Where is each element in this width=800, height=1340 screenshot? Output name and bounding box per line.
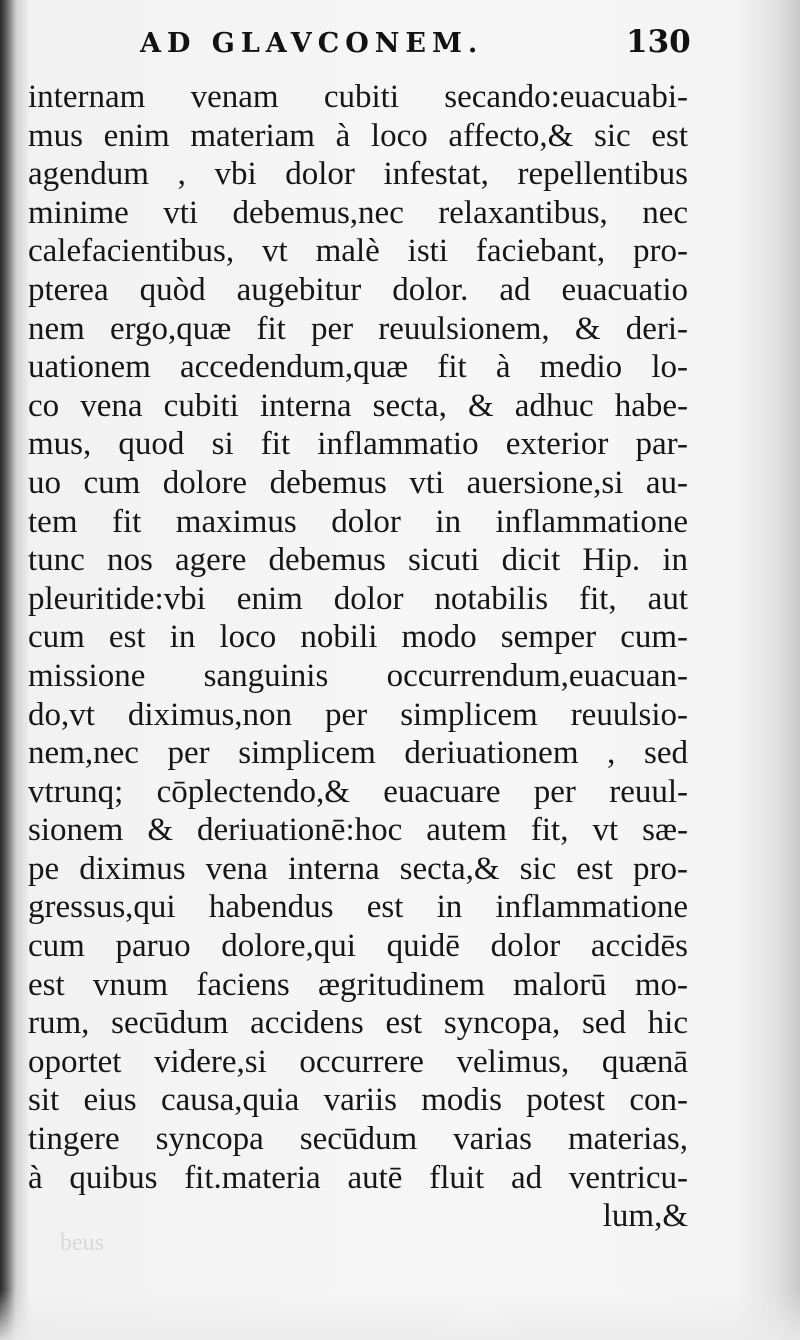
text-line: tunc nos agere debemus sicuti dicit Hip. in [28, 542, 688, 579]
text-line-last: lum,& [602, 1198, 688, 1235]
text-line: cum est in loco nobili modo semper cum- [28, 619, 688, 656]
text-line: mus, quod si fit inflammatio exterior par- [28, 426, 688, 463]
bleed-through-text: beus [60, 1230, 104, 1256]
text-line: missione sanguinis occurrendum,euacuan- [28, 657, 688, 694]
text-line: uo cum dolore debemus vti auersione,si au- [28, 464, 688, 501]
body-text [28, 78, 688, 1236]
text-line: pleuritide:vbi enim dolor notabilis fit, aut [28, 580, 688, 617]
text-line: cum paruo dolore,qui quidē dolor accidēs [28, 928, 688, 965]
text-line: mus enim materiam à loco affecto,& sic est [28, 117, 688, 154]
text-line: pterea quòd augebitur dolor. ad euacuatio [28, 271, 688, 308]
text-line: vtrunq; cōplectendo,& euacuare per reuul- [28, 773, 688, 810]
text-line: oportet videre,si occurrere velimus, quænā [28, 1043, 688, 1080]
running-head: AD GLAVCONEM. [140, 28, 484, 59]
text-line: à quibus fit.materia autē fluit ad ventricu- [28, 1159, 688, 1196]
text-line: est vnum faciens ægritudinem malorū mo- [28, 966, 688, 1003]
page-bottom-edge [0, 1290, 800, 1340]
text-line: agendum , vbi dolor infestat, repellentibus [28, 156, 688, 193]
text-line: uationem accedendum,quæ fit à medio lo- [28, 349, 688, 386]
text-line: rum, secūdum accidens est syncopa, sed hic [28, 1005, 688, 1042]
text-line: do,vt diximus,non per simplicem reuulsio- [28, 696, 688, 733]
text-line: pe diximus vena interna secta,& sic est pro- [28, 850, 688, 887]
text-line: sit eius causa,quia variis modis potest con- [28, 1082, 688, 1119]
text-line: tingere syncopa secūdum varias materias, [28, 1121, 688, 1158]
text-line: minime vti debemus,nec relaxantibus, nec [28, 194, 688, 231]
page-number: 130 [626, 24, 691, 60]
text-line: nem ergo,quæ fit per reuulsionem, & deri- [28, 310, 688, 347]
text-line: tem fit maximus dolor in inflammatione [28, 503, 688, 540]
text-line: co vena cubiti interna secta, & adhuc habe- [28, 387, 688, 424]
text-line: internam venam cubiti secando:euacuabi- [28, 79, 688, 115]
text-line: sionem & deriuationē:hoc autem fit, vt sæ- [28, 812, 688, 849]
text-line: nem,nec per simplicem deriuationem , sed [28, 735, 688, 772]
text-line: gressus,qui habendus est in inflammatione [28, 889, 688, 926]
text-line: calefacientibus, vt malè isti faciebant, pro- [28, 233, 688, 270]
